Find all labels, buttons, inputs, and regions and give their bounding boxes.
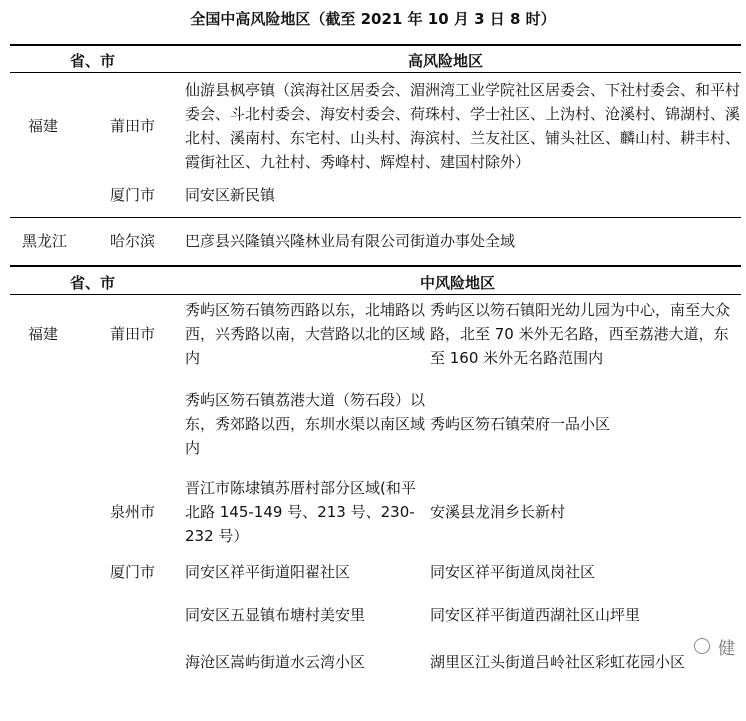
medium-risk-header: [0, 272, 746, 294]
area-cell: 同安区新民镇: [185, 186, 276, 204]
area-cell: 湖里区江头街道吕岭社区彩虹花园小区: [430, 653, 686, 671]
city-cell: 厦门市: [110, 563, 156, 581]
header-area: 中风险地区: [420, 274, 496, 292]
high-risk-header: [0, 50, 746, 72]
city-cell: 哈尔滨: [110, 232, 156, 250]
header-province-city: 省、市: [70, 274, 116, 292]
area-cell: 秀屿区笏石镇笏西路以东，北埔路以西，兴秀路以南，大营路以北的区域内: [185, 301, 426, 367]
area-cell: 同安区祥平街道凤岗社区: [430, 563, 596, 581]
row-separator: [10, 217, 741, 218]
province-cell: 福建: [28, 117, 59, 135]
area-cell: 同安区祥平街道西湖社区山坪里: [430, 606, 641, 624]
city-cell: 莆田市: [110, 325, 156, 343]
city-cell: 莆田市: [110, 117, 156, 135]
area-cell: 仙游县枫亭镇（滨海社区居委会、湄洲湾工业学院社区居委会、下社村委会、和平村委会、斗北村委会、海安村委会、荷珠村、学士社区、上沩村、沧溪村、锦湖村、溪北村、溪南村、东宅村、山头村、海滨村、兰友社区、铺头社区、麟山村、耕丰村、霞街社区、九社村、秀峰村、辉煌村、建国村除外）: [185, 81, 741, 171]
area-cell: 巴彦县兴隆镇兴隆林业局有限公司街道办事处全域: [185, 232, 516, 250]
area-cell: 安溪县龙涓乡长新村: [430, 503, 566, 521]
area-cell: 秀屿区笏石镇荔港大道（笏石段）以东，秀郊路以西，东圳水渠以南区域内: [185, 391, 426, 457]
header-area: 高风险地区: [408, 52, 484, 70]
header-separator: [10, 72, 741, 73]
watermark: [692, 634, 746, 658]
table-top-border: [10, 44, 741, 46]
section-separator: [10, 265, 741, 267]
header-province-city: 省、市: [70, 52, 116, 70]
province-cell: 福建: [28, 325, 59, 343]
province-cell: 黑龙江: [22, 232, 68, 250]
area-cell: 同安区祥平街道阳翟社区: [185, 563, 351, 581]
watermark-text: 健: [718, 639, 735, 659]
page-title: 全国中高风险地区（截至 2021 年 10 月 3 日 8 时）: [190, 10, 556, 28]
header-separator: [10, 294, 741, 295]
area-cell: 晋江市陈埭镇苏厝村部分区域(和平北路 145-149 号、213 号、230-232 号）: [185, 479, 416, 545]
area-cell: 秀屿区以笏石镇阳光幼儿园为中心，南至大众路，北至 70 米外无名路，西至荔港大道，东至 160 米外无名路范围内: [430, 301, 731, 367]
area-cell: 海沧区嵩屿街道水云湾小区: [185, 653, 366, 671]
wechat-logo-icon: [694, 638, 710, 654]
area-cell: 秀屿区笏石镇荣府一品小区: [430, 415, 611, 433]
city-cell: 厦门市: [110, 186, 156, 204]
city-cell: 泉州市: [110, 503, 156, 521]
area-cell: 同安区五显镇布塘村美安里: [185, 606, 366, 624]
